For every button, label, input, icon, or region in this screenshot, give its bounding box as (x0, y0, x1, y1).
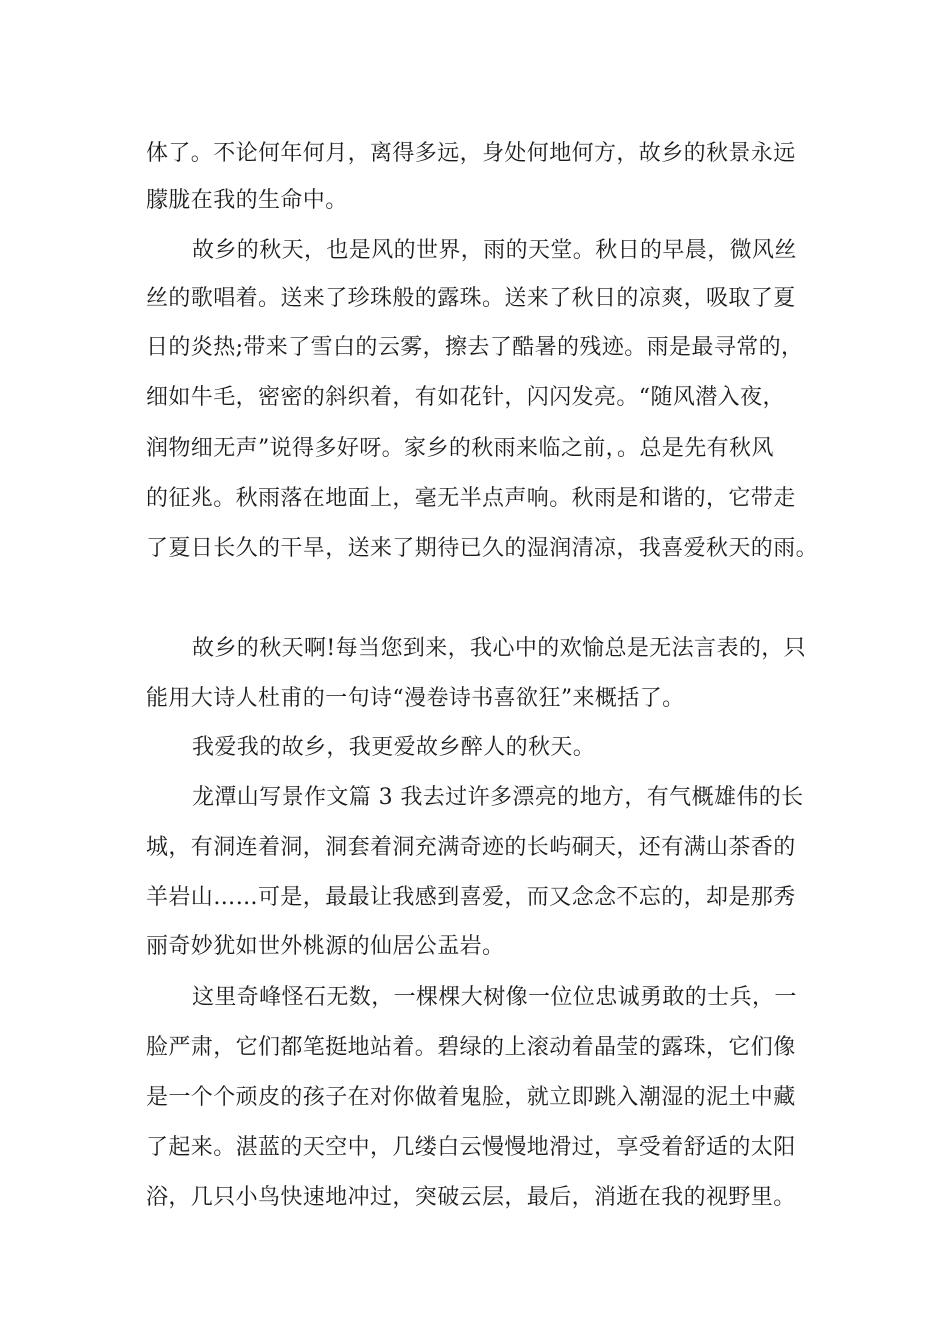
text-line: 丝的歌唱着。送来了珍珠般的露珠。送来了秋日的凉爽，吸取了夏 (146, 286, 796, 311)
text-line: 城，有洞连着洞，洞套着洞充满奇迹的长屿硐天，还有满山茶香的 (146, 835, 796, 860)
text-line: 这里奇峰怪石无数，一棵棵大树像一位位忠诚勇敢的士兵，一 (192, 985, 797, 1010)
text-line: 了夏日长久的干旱，送来了期待已久的湿润清凉，我喜爱秋天的雨。 (146, 536, 819, 561)
text-line: 润物细无声”说得多好呀。家乡的秋雨来临之前，。总是先有秋风 (146, 436, 774, 461)
text-line: 羊岩山……可是，最最让我感到喜爱，而又念念不忘的，却是那秀 (146, 885, 796, 910)
text-line: 丽奇妙犹如世外桃源的仙居公盂岩。 (146, 934, 505, 959)
text-line: 能用大诗人杜甫的一句诗“漫卷诗书喜欲狂”来概括了。 (146, 686, 685, 711)
text-line: 故乡的秋天啊!每当您到来，我心中的欢愉总是无法言表的，只 (192, 636, 807, 661)
text-line: 故乡的秋天，也是风的世界，雨的天堂。秋日的早晨，微风丝 (192, 238, 797, 263)
text-line: 朦胧在我的生命中。 (146, 188, 348, 213)
text-line: 脸严肃，它们都笔挺地站着。碧绿的上滚动着晶莹的露珠，它们像 (146, 1035, 796, 1060)
text-line: 的征兆。秋雨落在地面上，毫无半点声响。秋雨是和谐的，它带走 (146, 486, 796, 511)
text-line: 日的炎热;带来了雪白的云雾，擦去了酷暑的残迹。雨是最寻常的， (146, 335, 804, 360)
text-line: 龙潭山写景作文篇 3 我去过许多漂亮的地方，有气概雄伟的长 (192, 785, 804, 810)
text-line: 是一个个顽皮的孩子在对你做着鬼脸，就立即跳入潮湿的泥土中藏 (146, 1085, 796, 1110)
text-line: 浴，几只小鸟快速地冲过，突破云层，最后，消逝在我的视野里。 (146, 1185, 796, 1210)
text-line: 了起来。湛蓝的天空中，几缕白云慢慢地滑过，享受着舒适的太阳 (146, 1135, 796, 1160)
text-line: 我爱我的故乡，我更爱故乡醉人的秋天。 (192, 735, 596, 760)
text-line: 细如牛毛，密密的斜织着，有如花针，闪闪发亮。“随风潜入夜， (146, 385, 785, 410)
text-line: 体了。不论何年何月，离得多远，身处何地何方，故乡的秋景永远 (146, 141, 796, 166)
